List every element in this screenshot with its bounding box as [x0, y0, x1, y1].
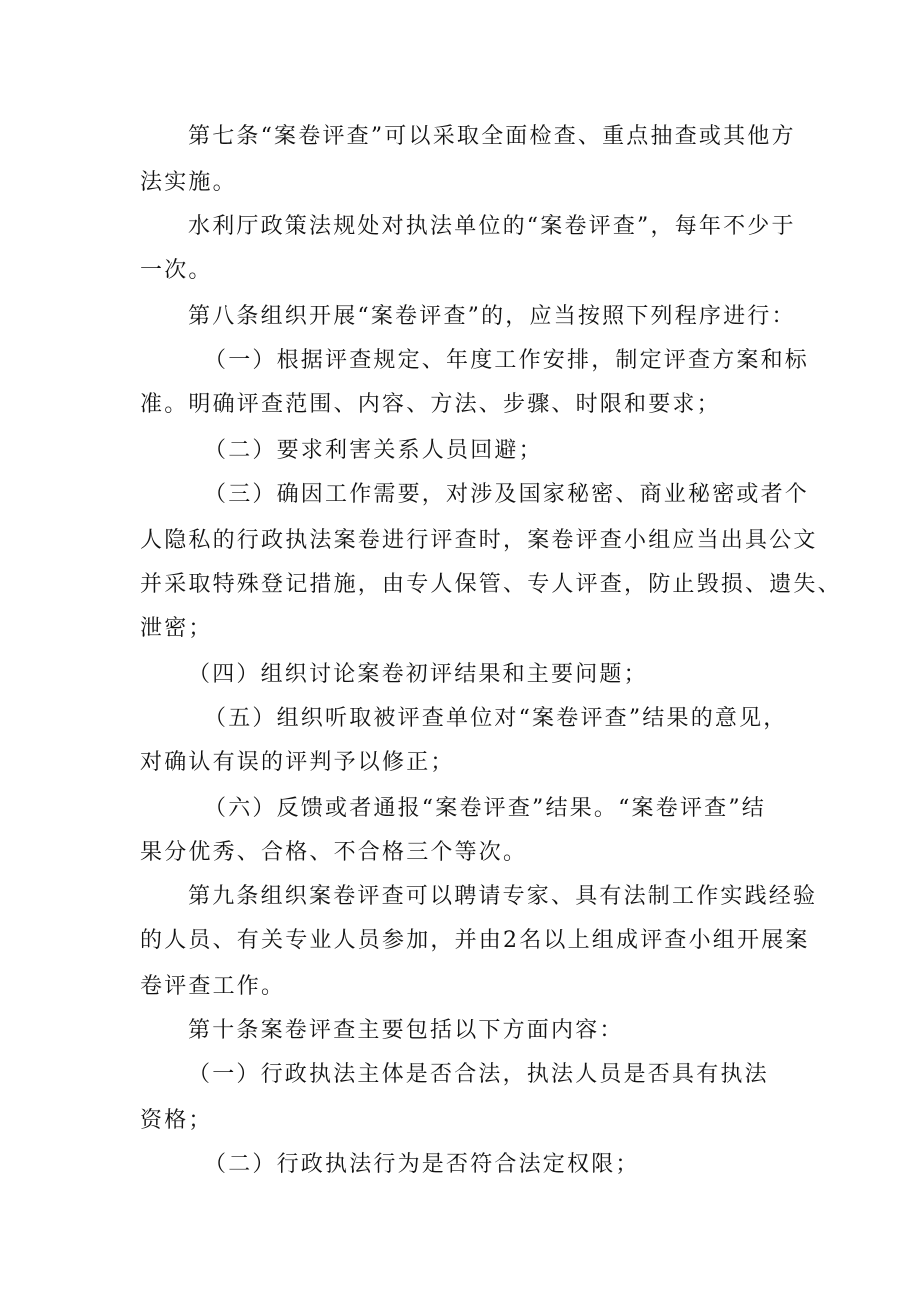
text-line: 卷评查工作。: [140, 974, 286, 999]
text-line: 的人员、有关专业人员参加，并由2名以上组成评查小组开展案: [140, 928, 810, 953]
text-line: （六）反馈或者通报“案卷评查”结果。“案卷评查”结: [204, 796, 766, 821]
text-line: 水利厅政策法规处对执法单位的“案卷评查”，每年不少于: [188, 214, 796, 239]
text-line: 并采取特殊登记措施，由专人保管、专人评查，防止毁损、遗失、: [140, 572, 842, 597]
text-line: 第八条组织开展“案卷评查”的，应当按照下列程序进行：: [188, 304, 796, 329]
text-line: 第十条案卷评查主要包括以下方面内容：: [188, 1018, 624, 1043]
text-line: 准。明确评查范围、内容、方法、步骤、时限和要求；: [140, 392, 721, 417]
text-line: 对确认有误的评判予以修正；: [140, 750, 455, 775]
text-line: 第七条“案卷评查”可以采取全面检查、重点抽查或其他方: [188, 124, 796, 149]
text-line: 第九条组织案卷评查可以聘请专家、具有法制工作实践经验: [188, 884, 818, 909]
text-line: 法实施。: [140, 170, 237, 195]
text-line: 果分优秀、合格、不合格三个等次。: [140, 840, 528, 865]
text-line: （二）要求利害关系人员回避；: [204, 438, 543, 463]
text-line: （四）组织讨论案卷初评结果和主要问题；: [188, 662, 648, 687]
text-line: （一）行政执法主体是否合法，执法人员是否具有执法: [188, 1062, 769, 1087]
text-line: （五）组织听取被评查单位对“案卷评查”结果的意见，: [204, 706, 788, 731]
text-line: （一）根据评查规定、年度工作安排，制定评查方案和标: [204, 348, 810, 373]
text-line: 人隐私的行政执法案卷进行评查时，案卷评查小组应当出具公文: [140, 528, 818, 553]
text-line: 泄密；: [140, 616, 213, 641]
text-line: 一次。: [140, 258, 213, 283]
text-line: （二）行政执法行为是否符合法定权限；: [204, 1152, 640, 1177]
text-line: 资格；: [140, 1108, 213, 1133]
text-line: （三）确因工作需要，对涉及国家秘密、商业秘密或者个: [204, 482, 810, 507]
